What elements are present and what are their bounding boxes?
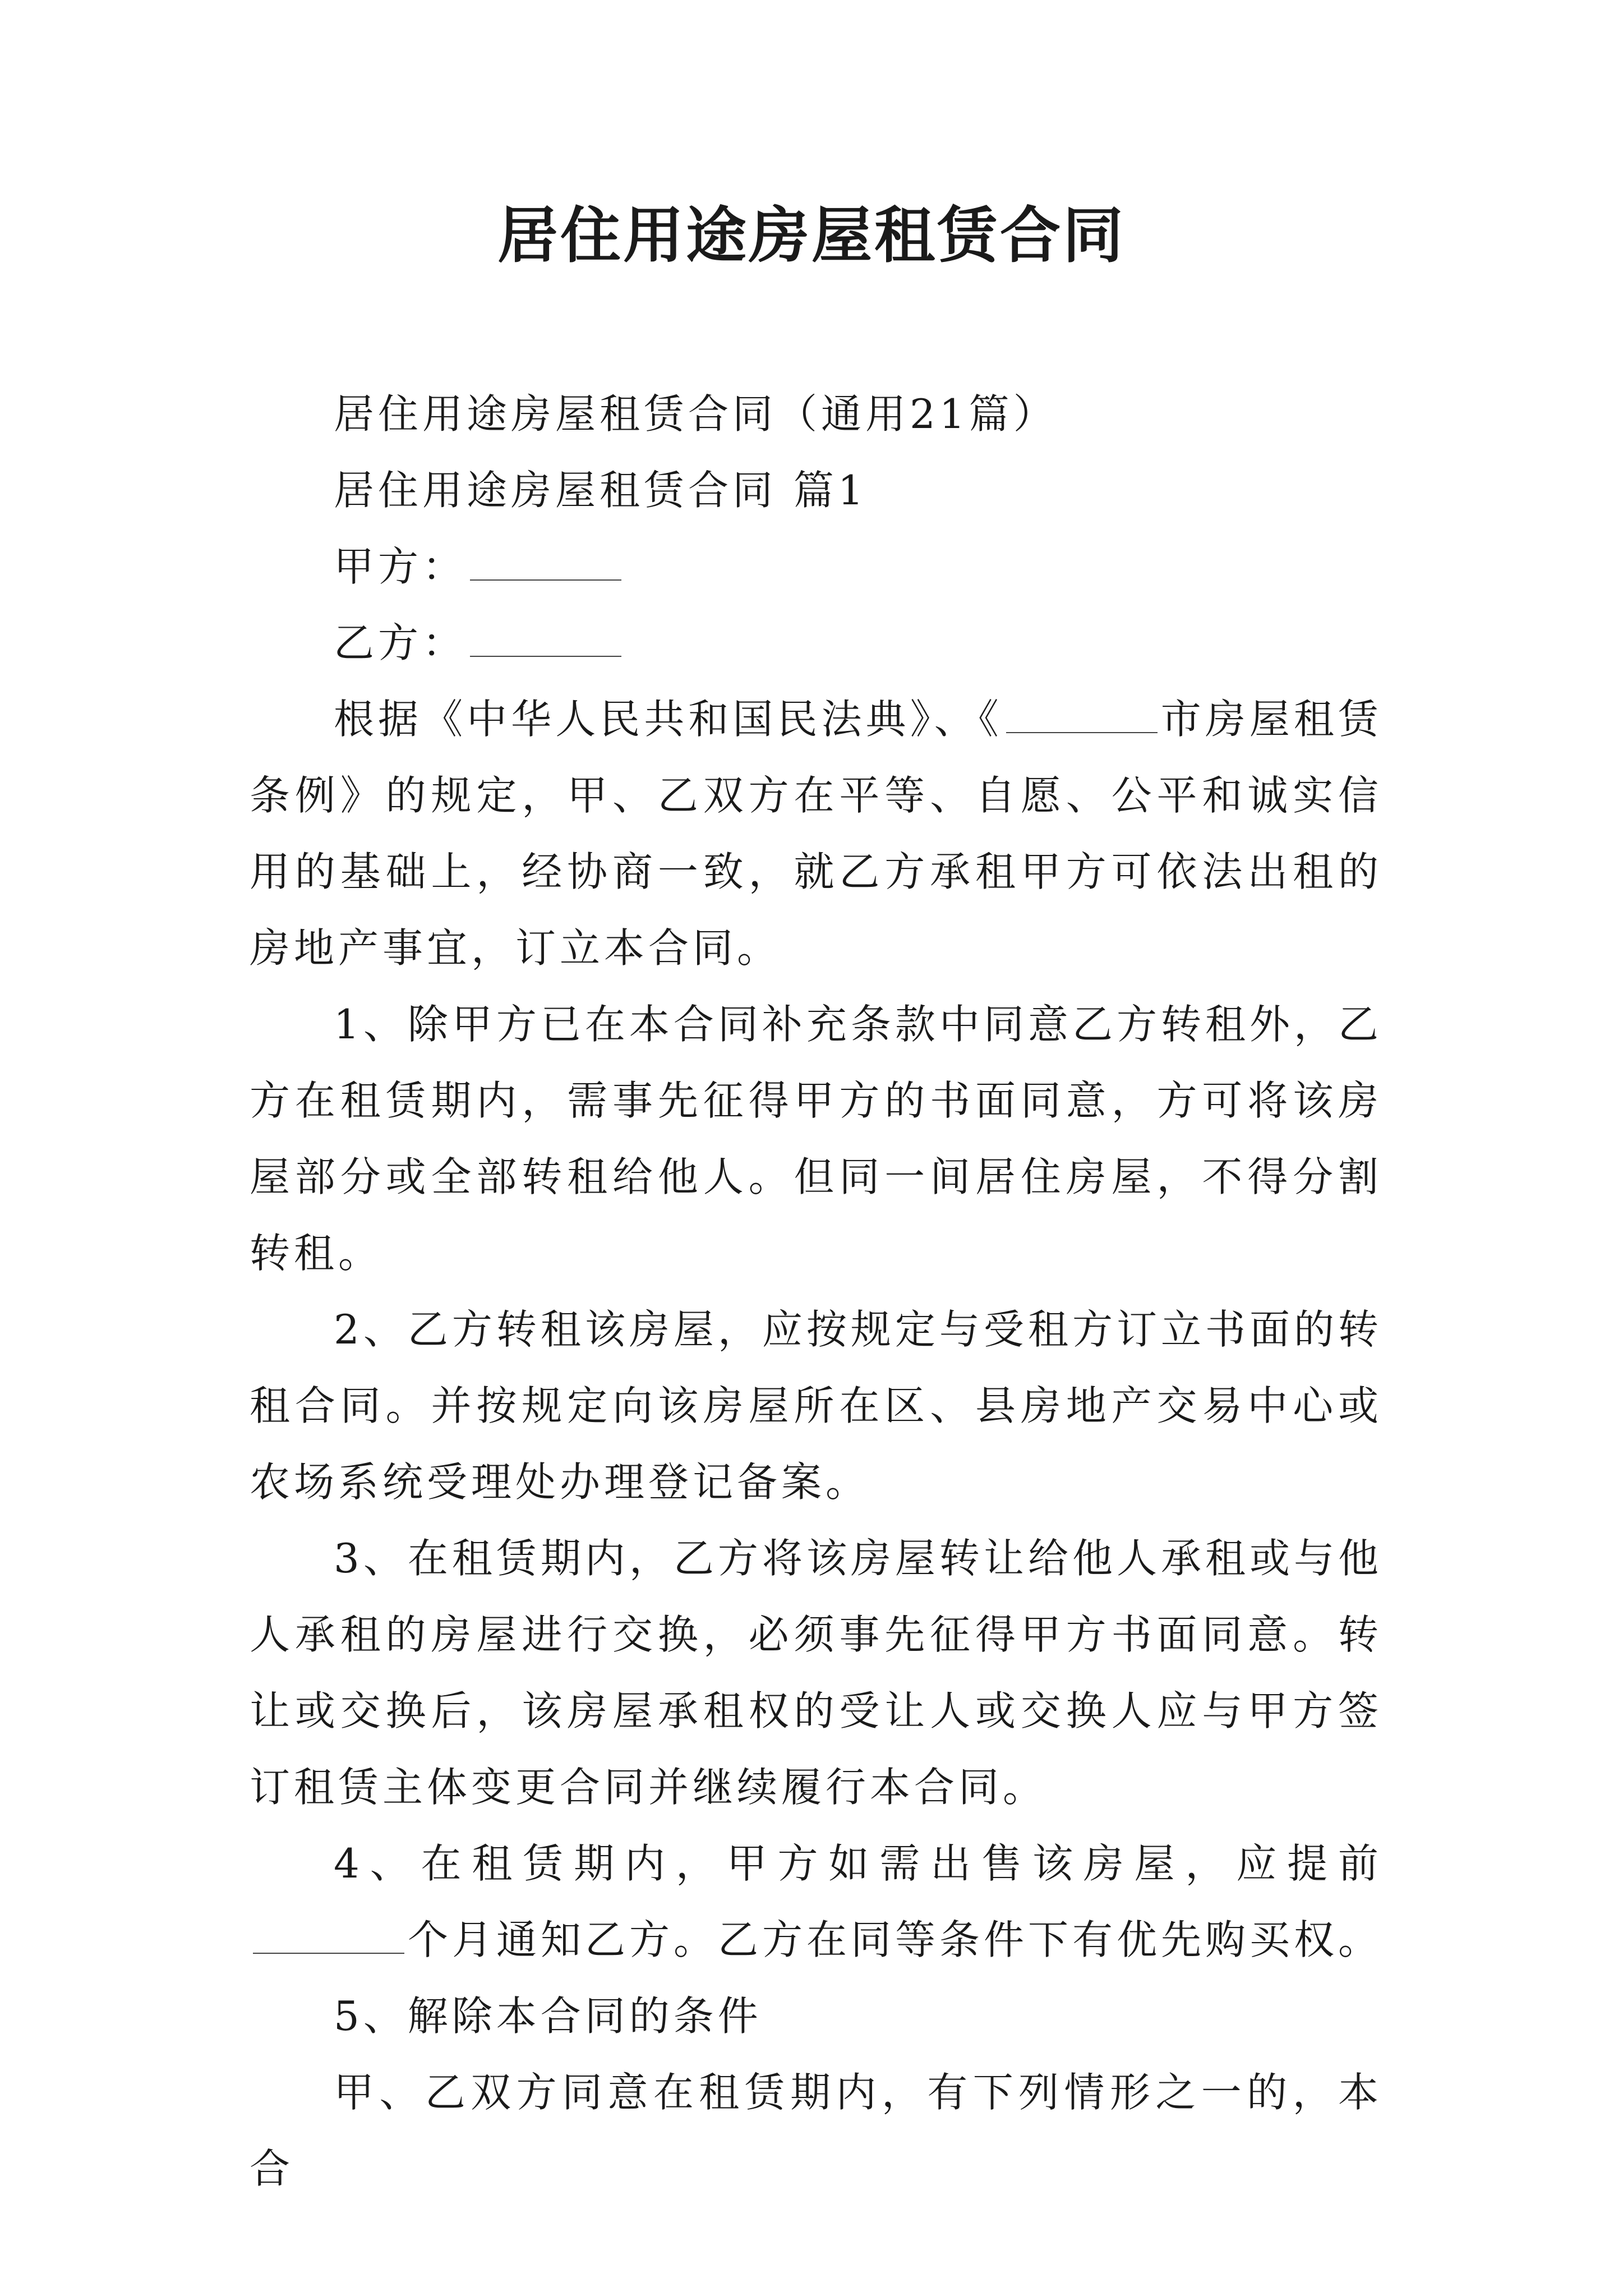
party-a-label: 甲方： (334, 543, 467, 590)
document-body (250, 376, 1382, 2207)
party-b-line (250, 605, 1382, 681)
months-blank (253, 1919, 404, 1954)
clause-4-text-end: 个月通知乙方。乙方在同等条件下有优先购买权。 (408, 1916, 1383, 1963)
party-a-line (250, 528, 1382, 605)
intro-text-end: 市房屋租赁条例》的规定，甲、乙双方在平等、自愿、公平和诚实信用的基础上，经协商一致，就乙方承租甲方可依法出租的房地产事宜，订立本合同。 (250, 696, 1382, 972)
intro-paragraph (250, 681, 1382, 986)
clause-5-heading: 5、解除本合同的条件 (334, 1993, 762, 2040)
city-blank (1006, 698, 1158, 733)
party-a-blank (470, 546, 621, 581)
intro-text-start: 根据《中华人民共和国民法典》、《 (334, 696, 1003, 743)
clause-5-text: 甲、乙双方同意在租赁期内，有下列情形之一的，本合 (250, 2069, 1382, 2192)
section-heading: 居住用途房屋租赁合同 篇1 (334, 467, 868, 514)
clause-1: 1、除甲方已在本合同补充条款中同意乙方转租外，乙方在租赁期内，需事先征得甲方的书面同意，方可将该房屋部分或全部转租给他人。但同一间居住房屋，不得分割转租。 (250, 1001, 1382, 1277)
clause-3: 3、在租赁期内，乙方将该房屋转让给他人承租或与他人承租的房屋进行交换，必须事先征得甲方书面同意。转让或交换后，该房屋承租权的受让人或交换人应与甲方签订租赁主体变更合同并继续履行本合同。 (250, 1535, 1382, 1811)
clause-2: 2、乙方转租该房屋，应按规定与受租方订立书面的转租合同。并按规定向该房屋所在区、县房地产交易中心或农场系统受理处办理登记备案。 (250, 1306, 1382, 1506)
party-b-label: 乙方： (334, 619, 467, 666)
document-title: 居住用途房屋租赁合同 (497, 200, 1126, 271)
clause-4-text-start: 4、在租赁期内，甲方如需出售该房屋，应提前 (334, 1840, 1382, 1887)
party-b-blank (470, 622, 621, 657)
clause-4 (250, 1825, 1382, 1978)
subtitle: 居住用途房屋租赁合同（通用21篇） (334, 390, 1058, 438)
